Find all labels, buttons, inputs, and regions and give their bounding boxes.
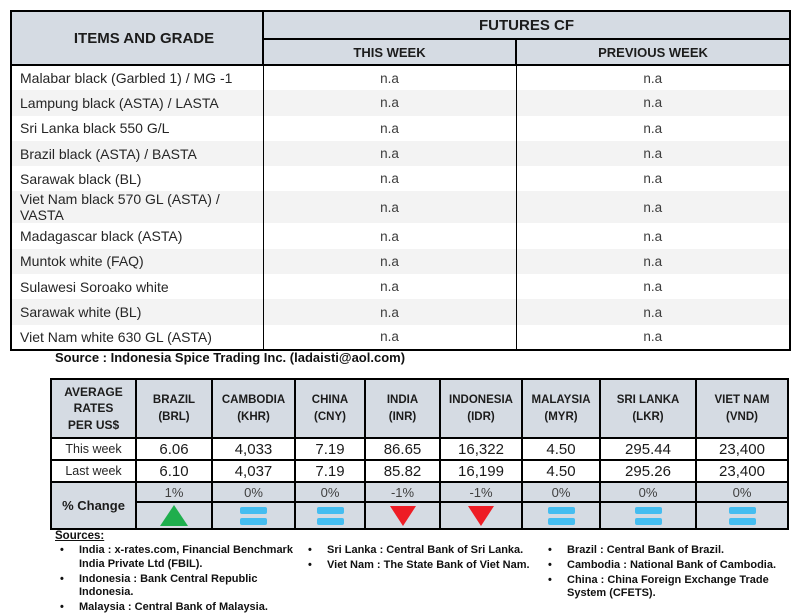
previous-week-cell: n.a bbox=[516, 325, 790, 350]
previous-week-cell: n.a bbox=[516, 141, 790, 166]
rate-cell: 86.65 bbox=[365, 438, 440, 460]
this-week-cell: n.a bbox=[263, 223, 516, 248]
rate-cell: 295.44 bbox=[600, 438, 696, 460]
corner-line: AVERAGE bbox=[64, 385, 123, 400]
last-week-label: Last week bbox=[51, 460, 136, 482]
pct-cell: 1% bbox=[136, 482, 212, 502]
pct-cell: 0% bbox=[212, 482, 295, 502]
this-week-cell: n.a bbox=[263, 90, 516, 115]
currency-header-cambodia bbox=[212, 379, 295, 438]
rate-cell: 6.06 bbox=[136, 438, 212, 460]
currency-header-india bbox=[365, 379, 440, 438]
rates-header-row bbox=[51, 379, 788, 438]
table-row bbox=[11, 166, 790, 191]
average-rates-table bbox=[50, 378, 789, 530]
country-name: INDONESIA bbox=[449, 393, 513, 406]
rate-cell: 85.82 bbox=[365, 460, 440, 482]
items-and-grade-header: ITEMS AND GRADE bbox=[11, 11, 263, 65]
item-cell: Viet Nam black 570 GL (ASTA) / VASTA bbox=[20, 191, 220, 224]
trend-cell bbox=[600, 502, 696, 529]
previous-week-cell: n.a bbox=[516, 223, 790, 248]
trend-equal-icon bbox=[317, 507, 344, 525]
currency-code: (INR) bbox=[388, 410, 417, 423]
rate-cell: 16,199 bbox=[440, 460, 522, 482]
previous-week-cell: n.a bbox=[516, 166, 790, 191]
this-week-row bbox=[51, 438, 788, 460]
table-row bbox=[11, 249, 790, 274]
country-name: INDIA bbox=[386, 393, 419, 406]
pct-cell: -1% bbox=[365, 482, 440, 502]
source-item: • China : China Foreign Exchange Trade System (CFETS). bbox=[543, 574, 790, 602]
trend-cell bbox=[136, 502, 212, 529]
this-week-label: This week bbox=[51, 438, 136, 460]
previous-week-cell: n.a bbox=[516, 274, 790, 299]
trend-equal-icon bbox=[548, 507, 575, 525]
this-week-cell: n.a bbox=[263, 65, 516, 90]
this-week-cell: n.a bbox=[263, 191, 516, 223]
rate-cell: 23,400 bbox=[696, 460, 788, 482]
table-row bbox=[11, 90, 790, 115]
country-name: CAMBODIA bbox=[221, 393, 286, 406]
item-cell: Madagascar black (ASTA) bbox=[20, 228, 183, 245]
trend-row bbox=[51, 502, 788, 529]
currency-code: (VND) bbox=[726, 410, 758, 423]
currency-header-sri-lanka bbox=[600, 379, 696, 438]
currency-code: (CNY) bbox=[314, 410, 346, 423]
source-item: • Malaysia : Central Bank of Malaysia. bbox=[55, 601, 303, 615]
previous-week-cell: n.a bbox=[516, 116, 790, 141]
trend-up-icon bbox=[160, 505, 188, 526]
rate-cell: 7.19 bbox=[295, 438, 365, 460]
previous-week-cell: n.a bbox=[516, 65, 790, 90]
sources-column-3 bbox=[543, 544, 790, 616]
rate-cell: 4,033 bbox=[212, 438, 295, 460]
sources-section bbox=[55, 530, 790, 616]
this-week-cell: n.a bbox=[263, 116, 516, 141]
table-row bbox=[11, 274, 790, 299]
table-row bbox=[11, 223, 790, 248]
futures-header-row-1 bbox=[11, 11, 790, 39]
currency-header-indonesia bbox=[440, 379, 522, 438]
rate-cell: 295.26 bbox=[600, 460, 696, 482]
item-cell: Sarawak black (BL) bbox=[20, 170, 142, 187]
item-cell: Lampung black (ASTA) / LASTA bbox=[20, 94, 219, 111]
source-note: Source : Indonesia Spice Trading Inc. (ladaisti@aol.com) bbox=[55, 350, 406, 365]
sources-column-2 bbox=[303, 544, 543, 616]
trend-cell bbox=[696, 502, 788, 529]
item-cell: Sarawak white (BL) bbox=[20, 304, 142, 321]
source-item: • Viet Nam : The State Bank of Viet Nam. bbox=[303, 559, 543, 573]
item-cell: Sulawesi Soroako white bbox=[20, 278, 169, 295]
rate-cell: 7.19 bbox=[295, 460, 365, 482]
item-cell: Muntok white (FAQ) bbox=[20, 253, 144, 270]
futures-table bbox=[10, 10, 791, 351]
sources-column-1 bbox=[55, 544, 303, 616]
rate-cell: 4,037 bbox=[212, 460, 295, 482]
currency-header-viet-nam bbox=[696, 379, 788, 438]
currency-header-malaysia bbox=[522, 379, 600, 438]
trend-equal-icon bbox=[729, 507, 756, 525]
this-week-header: THIS WEEK bbox=[263, 39, 516, 65]
table-row bbox=[11, 299, 790, 324]
trend-cell bbox=[365, 502, 440, 529]
pct-cell: 0% bbox=[522, 482, 600, 502]
currency-code: (IDR) bbox=[467, 410, 495, 423]
item-cell: Viet Nam white 630 GL (ASTA) bbox=[20, 328, 212, 345]
this-week-cell: n.a bbox=[263, 166, 516, 191]
trend-equal-icon bbox=[240, 507, 267, 525]
rate-cell: 4.50 bbox=[522, 460, 600, 482]
this-week-cell: n.a bbox=[263, 325, 516, 350]
table-row bbox=[11, 65, 790, 90]
trend-down-icon bbox=[390, 506, 416, 526]
currency-code: (BRL) bbox=[158, 410, 190, 423]
source-item: • Brazil : Central Bank of Brazil. bbox=[543, 544, 790, 558]
previous-week-cell: n.a bbox=[516, 90, 790, 115]
average-rates-corner-header bbox=[51, 379, 136, 438]
table-row bbox=[11, 116, 790, 141]
pct-cell: 0% bbox=[295, 482, 365, 502]
trend-down-icon bbox=[468, 506, 494, 526]
item-cell: Malabar black (Garbled 1) / MG -1 bbox=[20, 70, 233, 87]
country-name: CHINA bbox=[311, 393, 349, 406]
sources-title: Sources: bbox=[55, 530, 105, 542]
trend-equal-icon bbox=[635, 507, 662, 525]
currency-code: (KHR) bbox=[237, 410, 270, 423]
country-name: MALAYSIA bbox=[531, 393, 591, 406]
source-item: • India : x-rates.com, Financial Benchmark India Private Ltd (FBIL). bbox=[55, 544, 303, 572]
country-name: BRAZIL bbox=[152, 393, 196, 406]
pct-cell: 0% bbox=[696, 482, 788, 502]
this-week-cell: n.a bbox=[263, 299, 516, 324]
rate-cell: 23,400 bbox=[696, 438, 788, 460]
last-week-row bbox=[51, 460, 788, 482]
item-cell: Sri Lanka black 550 G/L bbox=[20, 120, 170, 137]
futures-cf-header: FUTURES CF bbox=[263, 11, 790, 39]
trend-cell bbox=[522, 502, 600, 529]
trend-cell bbox=[295, 502, 365, 529]
table-row bbox=[11, 325, 790, 350]
corner-line: PER US$ bbox=[67, 417, 120, 432]
country-name: VIET NAM bbox=[714, 393, 770, 406]
corner-line: RATES bbox=[73, 401, 114, 416]
previous-week-cell: n.a bbox=[516, 299, 790, 324]
rate-cell: 16,322 bbox=[440, 438, 522, 460]
pct-change-label: % Change bbox=[51, 482, 136, 529]
currency-code: (MYR) bbox=[544, 410, 578, 423]
previous-week-header: PREVIOUS WEEK bbox=[516, 39, 790, 65]
currency-code: (LKR) bbox=[632, 410, 664, 423]
rate-cell: 6.10 bbox=[136, 460, 212, 482]
pct-cell: -1% bbox=[440, 482, 522, 502]
this-week-cell: n.a bbox=[263, 274, 516, 299]
trend-cell bbox=[440, 502, 522, 529]
this-week-cell: n.a bbox=[263, 141, 516, 166]
previous-week-cell: n.a bbox=[516, 249, 790, 274]
pct-cell: 0% bbox=[600, 482, 696, 502]
source-item: • Cambodia : National Bank of Cambodia. bbox=[543, 559, 790, 573]
item-cell: Brazil black (ASTA) / BASTA bbox=[20, 145, 197, 162]
previous-week-cell: n.a bbox=[516, 191, 790, 223]
table-row bbox=[11, 191, 790, 223]
rate-cell: 4.50 bbox=[522, 438, 600, 460]
currency-header-brazil bbox=[136, 379, 212, 438]
country-name: SRI LANKA bbox=[616, 393, 680, 406]
table-row bbox=[11, 141, 790, 166]
source-item: • Sri Lanka : Central Bank of Sri Lanka. bbox=[303, 544, 543, 558]
this-week-cell: n.a bbox=[263, 249, 516, 274]
source-item: • Indonesia : Bank Central Republic Indonesia. bbox=[55, 573, 303, 601]
trend-cell bbox=[212, 502, 295, 529]
currency-header-china bbox=[295, 379, 365, 438]
pct-change-row bbox=[51, 482, 788, 502]
